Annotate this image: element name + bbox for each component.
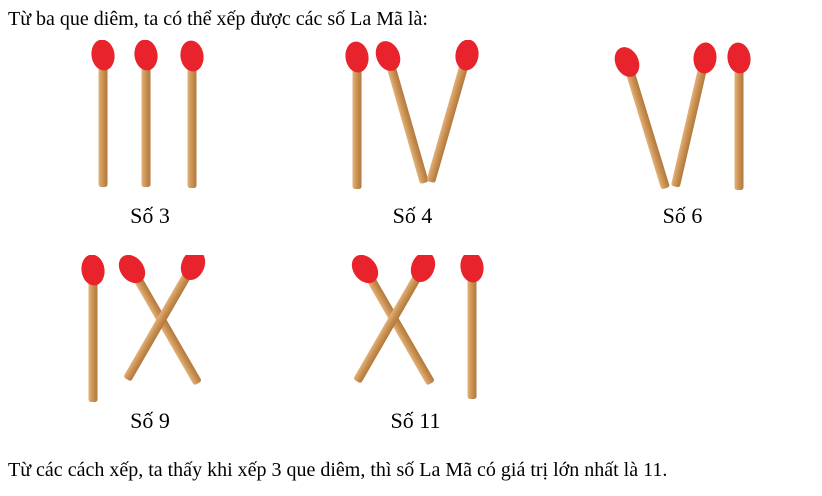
figure-roman-IX	[75, 255, 225, 434]
matchsticks-IX-graphic	[75, 255, 225, 405]
matchstick	[370, 40, 437, 187]
figure-label-11: Số 11	[390, 408, 441, 433]
matchstick	[458, 255, 485, 399]
figure-label-3: Số 3	[130, 203, 170, 228]
conclusion-text: Từ các cách xếp, ta thấy khi xếp 3 que diêm, thì số La Mã có giá trị lớn nhất là 11.	[8, 459, 668, 481]
matchsticks-IV-graphic	[340, 40, 485, 200]
matchstick	[418, 40, 485, 186]
matchstick	[725, 41, 752, 190]
matchsticks-VI-graphic	[610, 40, 755, 200]
figure-label-9: Số 9	[130, 408, 170, 433]
matchstick	[610, 42, 679, 192]
matchstick	[79, 255, 106, 402]
matchstick	[178, 40, 205, 188]
matchstick	[662, 40, 722, 190]
figure-roman-III	[80, 40, 220, 229]
figure-roman-XI	[338, 255, 493, 434]
figure-roman-VI	[610, 40, 755, 229]
matchstick	[89, 40, 116, 187]
matchsticks-III-graphic	[80, 40, 220, 200]
figure-label-6: Số 6	[662, 203, 703, 228]
figure-label-4: Số 4	[392, 203, 433, 228]
figure-roman-IV	[340, 40, 485, 229]
matchsticks-XI-graphic	[338, 255, 493, 405]
matchstick	[343, 40, 370, 189]
matchstick	[132, 40, 159, 187]
intro-text: Từ ba que diêm, ta có thể xếp được các số La Mã là:	[8, 8, 428, 30]
